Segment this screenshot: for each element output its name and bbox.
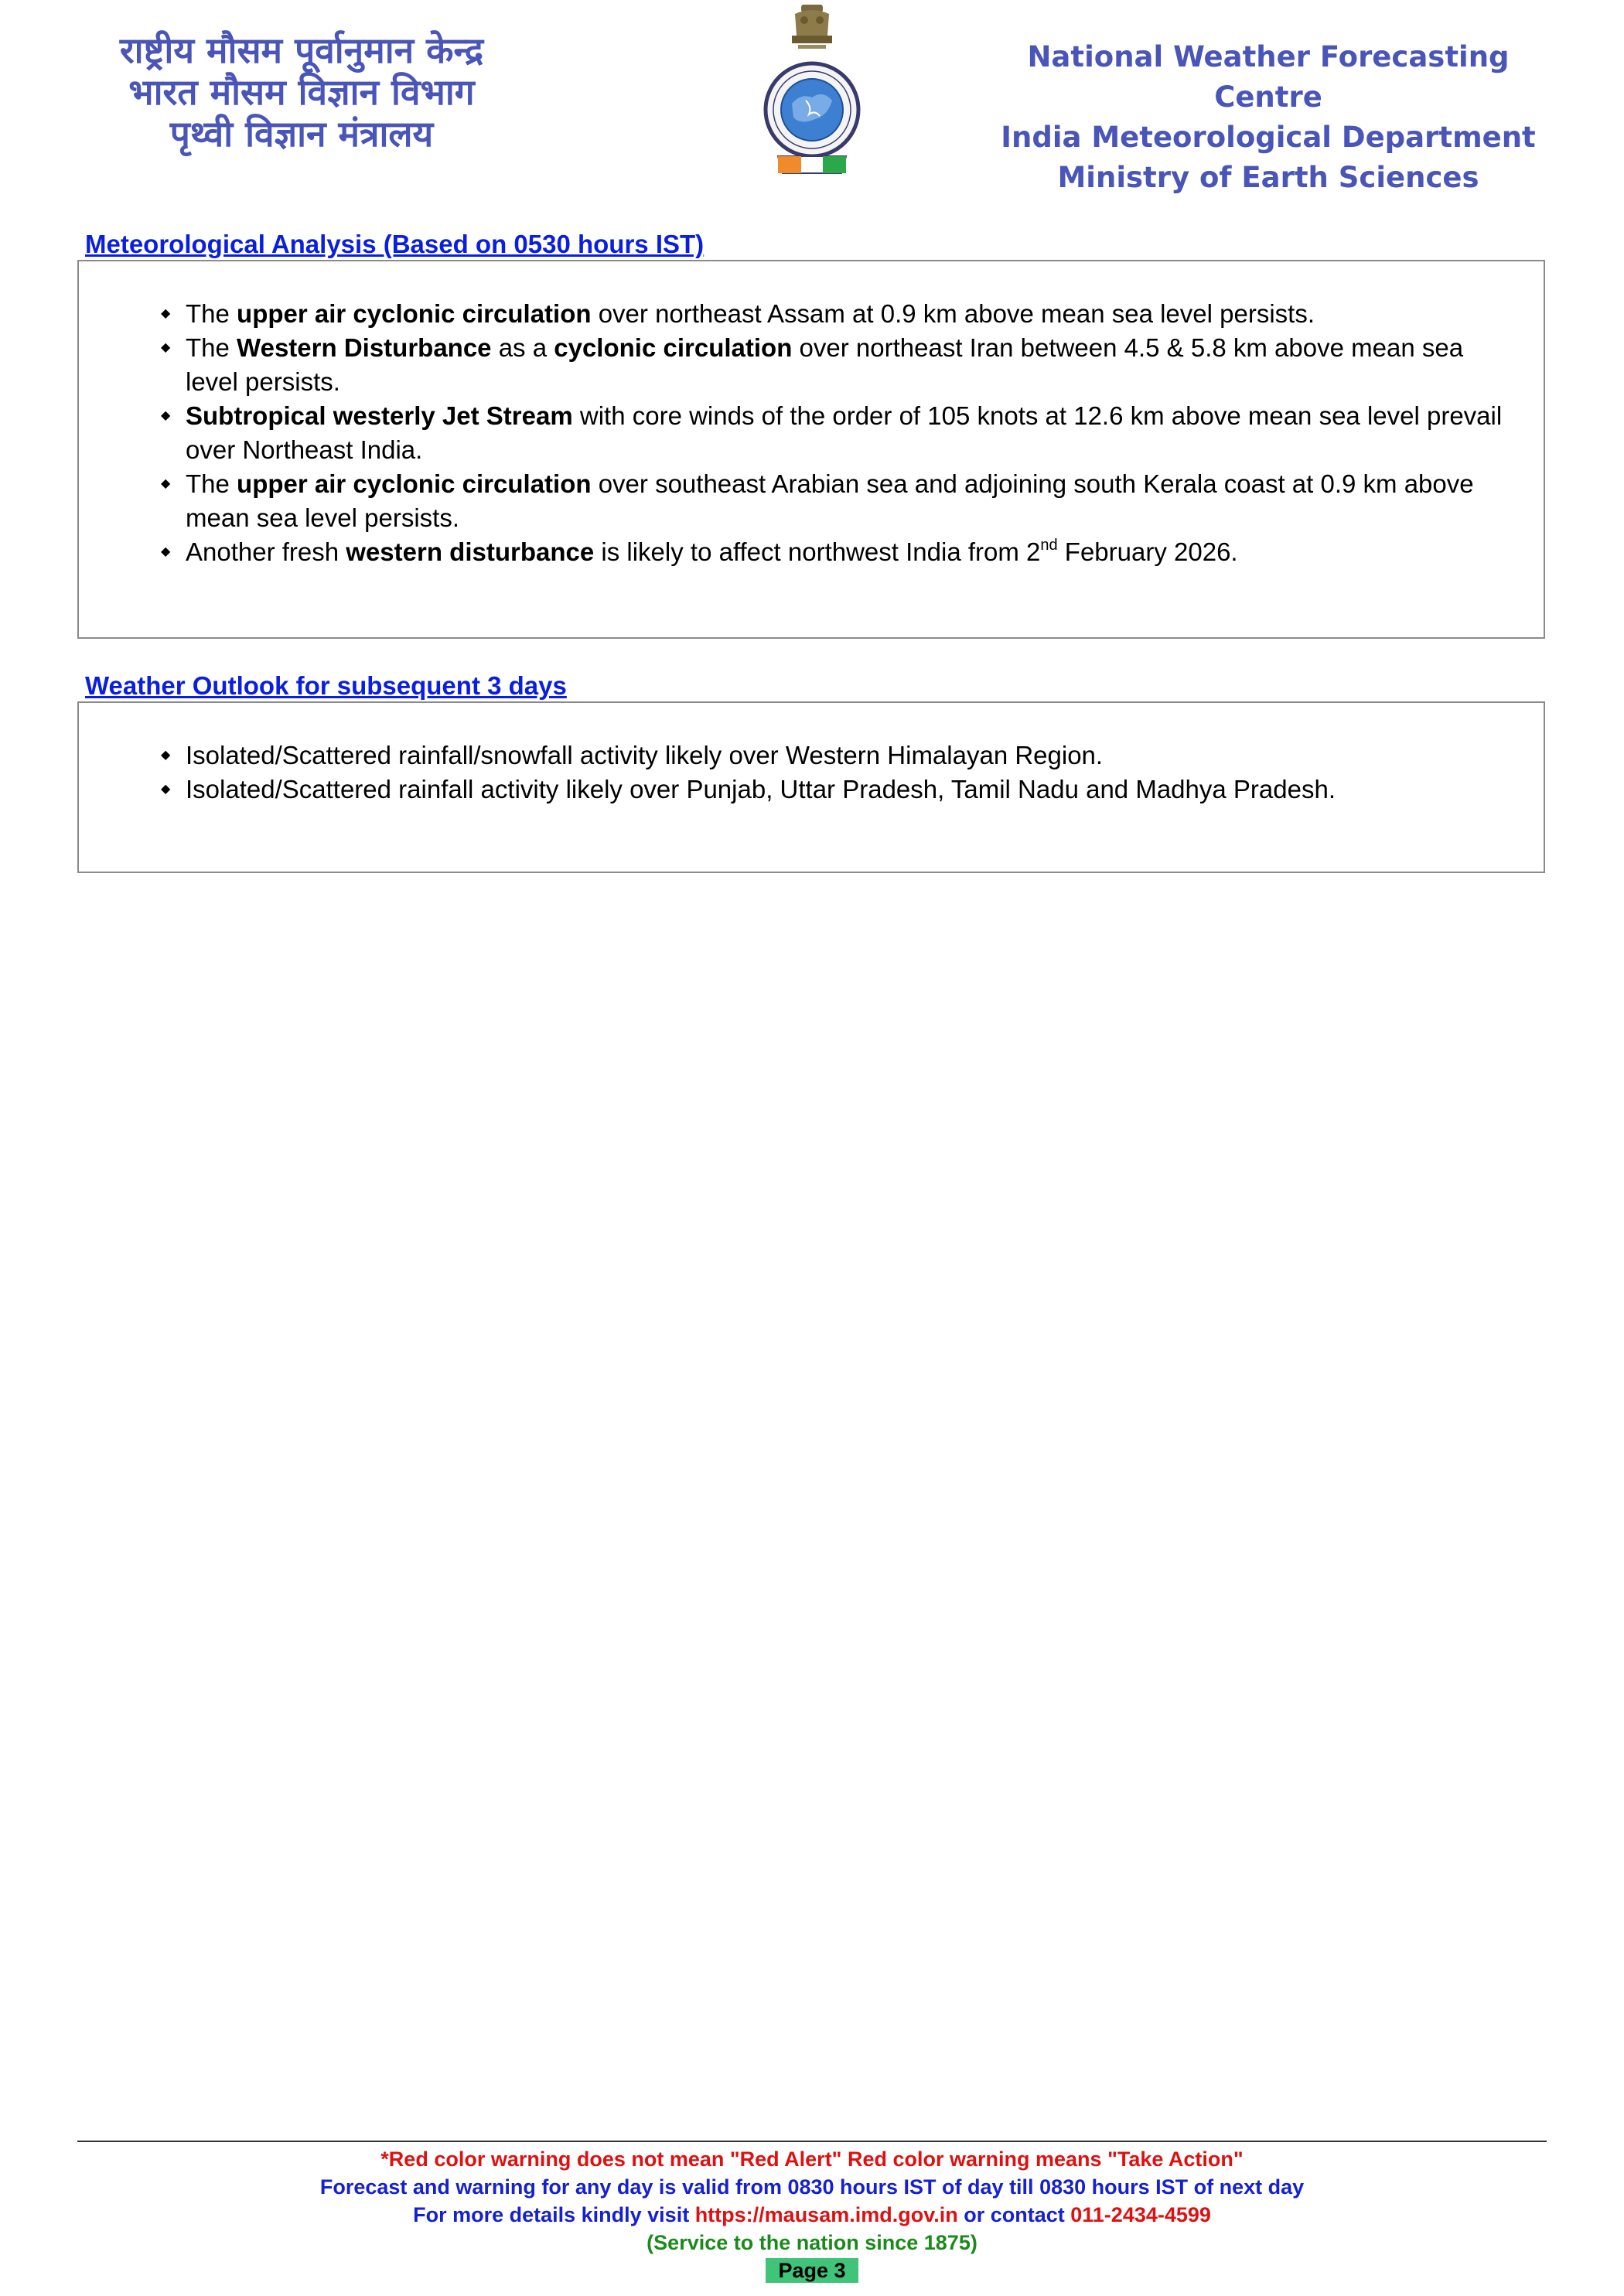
outlook-list	[79, 739, 1544, 807]
hindi-line-2: भारत मौसम विज्ञान विभाग	[128, 71, 475, 113]
hindi-line-1: राष्ट्रीय मौसम पूर्वानुमान केन्द्र	[119, 29, 484, 71]
footer-warning: *Red color warning does not mean "Red Alert" Red color warning means "Take Action"	[380, 2148, 1244, 2171]
analysis-item-1: ◆ The upper air cyclonic circulation over northeast Assam at 0.9 km above mean sea level persists.	[186, 297, 1544, 331]
footer-service: (Service to the nation since 1875)	[647, 2231, 977, 2254]
imd-emblem-icon	[761, 2, 863, 187]
page-footer	[0, 2145, 1624, 2284]
page-header	[0, 0, 1624, 201]
website-link[interactable]: https://mausam.imd.gov.in	[694, 2203, 958, 2226]
analysis-item-2: ◆ The Western Disturbance as a cyclonic circulation over northeast Iran between 4.5 & 5.8 km above mean sea level persists.	[186, 331, 1544, 399]
footer-divider	[77, 2141, 1547, 2142]
footer-validity: Forecast and warning for any day is valid from 0830 hours IST of day till 0830 hours IST of next day	[319, 2175, 1305, 2199]
analysis-item-3: ◆ Subtropical westerly Jet Stream with core winds of the order of 105 knots at 12.6 km above mean sea level prevail over Northeast India.	[186, 399, 1544, 467]
outlook-item-2: ◆ Isolated/Scattered rainfall activity likely over Punjab, Uttar Pradesh, Tamil Nadu and Madhya Pradesh.	[186, 773, 1544, 807]
english-org-name	[982, 37, 1554, 198]
contact-phone: 011-2434-4599	[1070, 2203, 1211, 2226]
outlook-title: Weather Outlook for subsequent 3 days	[85, 671, 567, 700]
analysis-title: Meteorological Analysis (Based on 0530 hours IST)	[85, 230, 705, 258]
english-line-2: India Meteorological Department	[1001, 121, 1536, 154]
footer-details: For more details kindly visit https://mausam.imd.gov.in or contact 011-2434-4599	[413, 2203, 1211, 2226]
english-line-3: Ministry of Earth Sciences	[1057, 161, 1479, 194]
outlook-box	[77, 701, 1545, 873]
analysis-box	[77, 260, 1545, 639]
page-number-badge: Page 3	[766, 2258, 858, 2283]
hindi-line-3: पृथ्वी विज्ञान मंत्रालय	[169, 113, 434, 155]
analysis-item-5: ◆ Another fresh western disturbance is likely to affect northwest India from 2nd February 2026.	[186, 535, 1544, 569]
hindi-org-name	[93, 29, 510, 155]
analysis-item-4: ◆ The upper air cyclonic circulation over southeast Arabian sea and adjoining south Kerala coast at 0.9 km above mean sea level persists.	[186, 467, 1544, 535]
outlook-item-1: ◆ Isolated/Scattered rainfall/snowfall activity likely over Western Himalayan Region.	[186, 739, 1544, 773]
english-line-1: National Weather Forecasting Centre	[1027, 40, 1510, 114]
analysis-list	[79, 297, 1544, 569]
